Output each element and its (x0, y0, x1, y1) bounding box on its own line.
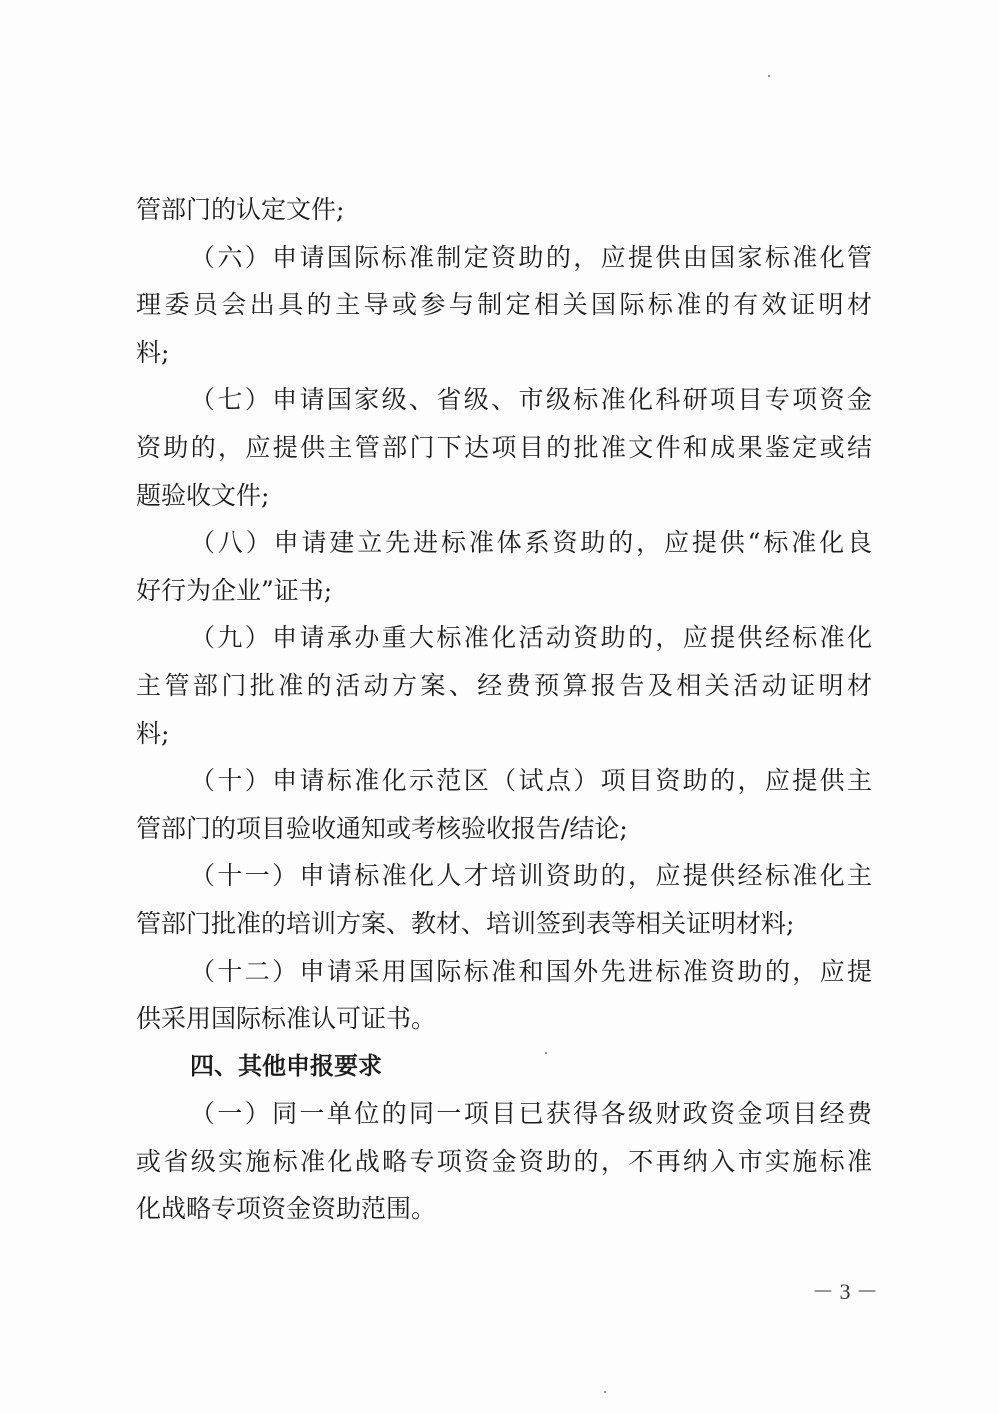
document-body (136, 186, 872, 1233)
text-line: 化战略专项资金资助范围。 (136, 1194, 437, 1224)
text-line: 理委员会出具的主导或参与制定相关国际标准的有效证明材 (136, 290, 872, 320)
text-line: 料; (136, 718, 170, 748)
scan-speck (604, 1391, 606, 1393)
text-line: （七）申请国家级、省级、市级标准化科研项目专项资金 (190, 385, 872, 415)
text-line: 题验收文件; (136, 480, 270, 510)
page-number: － 3 － (812, 1279, 879, 1304)
text-line: 管部门的认定文件; (136, 195, 345, 224)
text-line: 管部门批准的培训方案、教材、培训签到表等相关证明材料; (136, 908, 795, 938)
text-line: （十）申请标准化示范区（试点）项目资助的，应提供主 (190, 766, 872, 796)
text-line: 供采用国际标准认可证书。 (136, 1004, 437, 1034)
text-line: （一）同一单位的同一项目已获得各级财政资金项目经费 (190, 1099, 872, 1129)
scan-speck (545, 1052, 547, 1054)
text-line: 资助的，应提供主管部门下达项目的批准文件和成果鉴定或结 (136, 432, 872, 462)
text-line: （九）申请承办重大标准化活动资助的，应提供经标准化 (190, 623, 872, 653)
text-line: （八）申请建立先进标准体系资助的，应提供“标准化良 (190, 528, 872, 558)
text-line: 管部门的项目验收通知或考核验收报告/结论; (136, 813, 628, 843)
text-line: 主管部门批准的活动方案、经费预算报告及相关活动证明材 (136, 670, 872, 700)
section-heading: 四、其他申报要求 (190, 1051, 382, 1080)
text-line: （十一）申请标准化人才培训资助的，应提供经标准化主 (190, 861, 872, 891)
text-line: 料; (136, 337, 170, 367)
text-line: （六）申请国际标准制定资助的，应提供由国家标准化管 (190, 242, 872, 272)
text-line: （十二）申请采用国际标准和国外先进标准资助的，应提 (190, 956, 872, 986)
scan-speck (768, 75, 770, 77)
text-line: 或省级实施标准化战略专项资金资助的，不再纳入市实施标准 (136, 1146, 872, 1176)
text-line: 好行为企业”证书; (136, 575, 333, 605)
